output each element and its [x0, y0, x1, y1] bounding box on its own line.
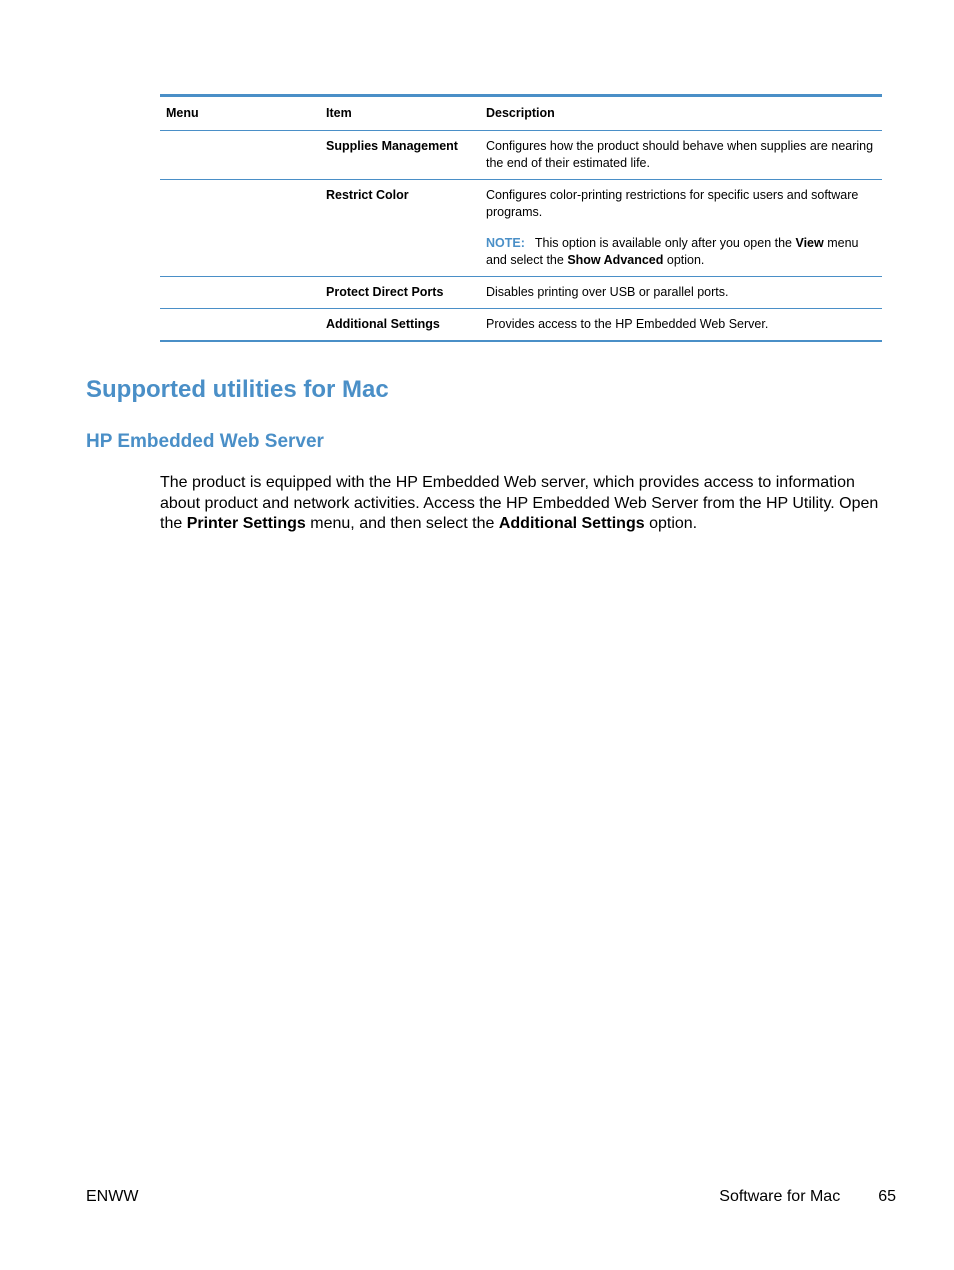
header-description: Description: [480, 96, 882, 131]
body-text-1: The product is equipped with the HP Embedded Web server, which provides access to information about product and network activities. Access the HP Embedded Web Server from the HP Utility. Open the: [160, 474, 879, 532]
note-text-2: menu and select the: [486, 236, 859, 267]
cell-item: Supplies Management: [320, 131, 480, 180]
cell-menu: [160, 180, 320, 277]
footer-left: ENWW: [86, 1188, 139, 1205]
note-bold-show-advanced: Show Advanced: [567, 253, 664, 267]
note-text-3: option.: [663, 253, 705, 267]
cell-description: Disables printing over USB or parallel ports.: [480, 277, 882, 309]
footer-section: Software for Mac: [719, 1188, 841, 1205]
note-block: [486, 235, 876, 269]
cell-description: [480, 180, 882, 277]
table-row: [160, 180, 882, 277]
cell-item: Protect Direct Ports: [320, 277, 480, 309]
body-bold-additional-settings: Additional Settings: [498, 515, 645, 532]
page-footer: [86, 1188, 896, 1210]
header-item: Item: [320, 96, 480, 131]
table-row: [160, 309, 882, 342]
header-menu: Menu: [160, 96, 320, 131]
body-paragraph: [160, 473, 880, 535]
table-row: [160, 131, 882, 180]
subsection-title: HP Embedded Web Server: [86, 431, 324, 452]
cell-menu: [160, 131, 320, 180]
body-bold-printer-settings: Printer Settings: [186, 515, 306, 532]
body-text-2: menu, and then select the: [305, 515, 499, 532]
page-number: 65: [878, 1188, 896, 1205]
settings-table: [160, 94, 882, 342]
cell-menu: [160, 277, 320, 309]
description-text: Configures color-printing restrictions for specific users and software programs.: [486, 188, 859, 219]
cell-description: Configures how the product should behave when supplies are nearing the end of their estimated life.: [480, 131, 882, 180]
note-bold-view: View: [795, 236, 824, 250]
footer-right: [719, 1188, 896, 1206]
table-header-row: [160, 96, 882, 131]
cell-description: Provides access to the HP Embedded Web Server.: [486, 317, 769, 331]
section-title: Supported utilities for Mac: [86, 376, 389, 403]
note-label: NOTE:: [486, 236, 525, 250]
note-text-1: This option is available only after you open the: [534, 236, 796, 250]
table-row: [160, 277, 882, 309]
cell-item: Additional Settings: [326, 317, 440, 331]
cell-item: Restrict Color: [320, 180, 480, 277]
body-text-3: option.: [644, 515, 698, 532]
cell-menu: [160, 309, 320, 342]
